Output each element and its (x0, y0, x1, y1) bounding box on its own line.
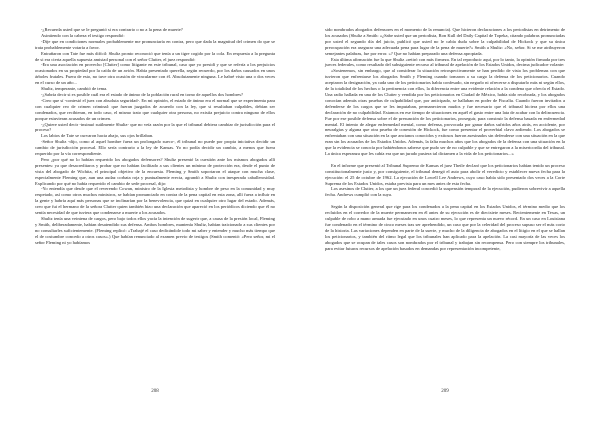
paragraph: En el informe que presentó al Tribunal Supremo de Kansas el juez Theile declaró que los peticionarios habían tenido un proceso constitucionalmente justo y, por consiguiente, el tribunal denegó el auto para abolir el veredicto y establecer nueva fecha para la ejecución: el 25 de octubre de 1962. La ejecución de Lowell Lee Andrews, cuyo caso había sido presentado dos veces a la Corte Suprema de los Estados Unidos, estaba prevista para un mes antes de esta fecha. (325, 162, 565, 186)
paragraph: Los asesinos de Clutter, a los que un juez federal concedió la suspensión temporal de la ejecución, pudieron sobrevivir a aquella fecha. Andrews cumplió con la suya. (325, 186, 565, 198)
right-page (300, 0, 600, 424)
page-number: 208 (151, 389, 159, 394)
paragraph: -Yo entendía que desde que el reverendo Cowan, ministro de la Iglesia metodista y hombre de peso en la comunidad y muy respetado, así como otros muchos ministros, se habían pronunciado en contra de la pena capital en esta zona, allí fuera a influir en la gente y habría aquí más personas que se inclinarían por la benevolencia, que quizá en cualquier otro lugar del estado. Además, creo que fui el hermano de la señora Clutter quien también hizo una declaración que apareció en los periódicos diciendo que él no sentía necesidad de que tuviera que condenarse a muerte a los acusados. (35, 186, 275, 216)
paragraph: -¿Quiere usted decir -insinuó sutilmente Shultz- que no veía razón por la que el tribunal debiera cambiar de jurisdicción para el proceso? (35, 121, 275, 133)
paragraph: Pero ¿por qué no lo habían requerido los abogados defensores? Shultz presentó la cuestión ante los mismos abogados allí presentes: ya que desacreditaros y probar que no habían facilitado a sus clientes un mínimo de protección era, desde el punto de vista del abogado de Wichita, el principal objetivo de la encuesta. Fleming y Smith soportaron el ataque con mucha clase, especialmente Fleming que, aun una audaz corbata roja y puntualmente erecta, agrandó a Shultz con inesperada caballerosidad. Explicando por qué no había requerido el cambio de sede procesal, dijo: (35, 156, 275, 186)
paragraph: Shultz, temperante, cambió de tema. (41, 86, 108, 92)
paragraph: -¿Sabría decir si es posible cuál era el estado de ánimo de la población rural en torno de aquellos dos hombres? (41, 91, 244, 97)
paragraph: Esta última afirmación fue la que Shultz «retiró con más firmeza. En tal reproducir aquí, por lo tanto, la opinión firmada por tres jueces federales, como resultado del subsiguiente recurso al tribunal de apelación de los Estados Unidos, decima judicadoe volante: (325, 56, 565, 68)
paragraph: -Señor Shultz -dijo, como al aquel hombre fuera un prolongado sueco-, él tribunal no puede por propia iniciativa decidir un cambio de jurisdicción procesal. Ello sería contrario a la ley de Kansas. Yo no podía decidir un cambio, a menos que fuera requerido por la vía correspondiente. (35, 139, 275, 157)
paragraph: «Sostenemos, sin embargo, que al considerar la situación retrospectivamente se han perdido de vista los problemas con que tuvieron que enfrentarse los abogados Smith y Fleming cuando tomaron a su cargo la defensa de los peticionarios. Cuando aceptaron la designación, ya cada uno de los peticionarios había confesado, sin negarlo ni ofrecerse a disputarlo más ni según ellos, de la totalidad de los hechos o la pertinencia con ellos, la diferencia entre una evidente relación a la condena que ofrecía el Estado. Una radio hallada en una de los Clutter y vendida por los peticionarios en Ciudad de México, había sido recobrada, y los abogados conocían además otras pruebas de culpabilidad que, por anticipado, se hallaban en poder de Fiscalía. Cuando fueron invitados a defenderse de los cargos que se les imputaban, permanecieron mudos y fue necesario que el tribunal hiciera por ellos una declaración de no culpabilidad. Estamos en ese tiempo de situaciones en aquél el gasto entre una lata de acabar con la delincuencia. Fue por ese posible defensa sobre el de presunción de los peticionarios, proseguir, para construir la defensa basada en enfermedad mental. El intento de alegar enfermedad mental, como defensa, provocada por ganar daños sufridos años atrás, en accidente, por neuralgias y alguna que otra prueba de conexión de Hickock, fue como presentar el proverbial clavo ardiendo. Los abogados se enfrentaban con una situación en la que ancianos conocidos y exitosos fueron asesinados sin defenderse con una situación en la que eran sin los acusados de los Estados Unidos. Además, la falta muchos años que los abogados de la defensa con una situación en la que la evidencia se conocía por habiéndonos saberse que pudo ser de no culpable y que se entregaron a la misericordia del tribunal. La única esperanza que les cabía era que un jurado pusiera tal dictamen a la vida de los peticionarios...» (325, 68, 565, 157)
paragraph: Asintiendo con la cabeza el testigo respondió: (41, 32, 125, 38)
paragraph: Entrañaron con Tate fue más difícil: Shultz pronto reconoció que tenía a un tigre cogido por la cola. En respuesta a la pregunta de si era cierta aquella supuesta amistad personal con el señor Clutter, el juez respondió: (35, 50, 275, 62)
paragraph: Según la disposición general que rige para los condenados a la pena capital en los Estados Unidos, el término medio que los recluidos en el corredor de la muerte permanecen en él antes de su ejecución es de diecisiete meses. Recientemente en Texas, un culpable de robo a mano armada fue ejecutado en unos cuatro meses, lo que representa un nuevo récord. En un caso en Louisiana fue condenado en el término de cinco meses tras ser aprehendido, un caso que por la celeridad del proceso supuso ser el más corto de la historia. Las variaciones dependen en parte de la suerte, y mucho de la diligencia de abogados en el litigio en el que se hallan los peticionarios, y también del ritmo legal que los tribunales han aplicado para la apelación. La casi mayoría de las veces los abogados que se ocupan de tales casos son nombrados por el tribunal y trabajan sin recompensa. Pero con siempre los tribunales, para evitar futuros recursos de apelación basados en demandas por representación incompetente, (325, 204, 565, 251)
paragraph: Los labios de Tate se curvaron hacia abajo, sus ojos brillaban. (41, 133, 154, 139)
paragraph: -Era una asociación en provecho [Clutter] como litigante en este tribunal, caso que yo presidí y que se refería a los perjuicios ocasionados en su propiedad por la caída de un avión. Había presentado querella, según recuerdo, por los daños causados en unos árboles frutales. Fuera de esto, no tuve otra ocasión de vincularme con él. Absolutamente ninguna. Le habré visto una o dos veces en el curso de un año... (35, 62, 275, 86)
paragraph: sido nombrados abogados defensores en el momento de la renuncia). Que hicieron declaraciones a los periodistas en detrimento de los acusados (Shultz a Smith: «¿Sabe usted que un periodista, Ron Kull del Daily Capital de Topeka, citando palabras pronunciadas por usted el segundo día del juicio, publicó que usted no le cabía duda sobre la culpabilidad de Hickock y que su única preocupación era asegurar una adecuada pena para lugar de la pena de muerte?» Smith a Shultz: «No, señor. Si se me atribuyeron semejantes palabras, fue por error. »? Que no habían preparado una defensa apropiada. (325, 27, 565, 56)
paragraph: -¿Recuerda usted que se le preguntó si era contrario o no a la pena de muerte? (41, 27, 183, 32)
left-page-text (35, 27, 275, 246)
page-number: 209 (441, 389, 449, 394)
paragraph: -Creo que sí -contestó el juez con absoluta seguridad-. En mi opinión, el estado de ánimo era el normal que se experimenta para con cualquier reo de crimen criminal: que fueran juzgados de acuerdo con la ley, que si resultaban culpables, debían ser condenados, que recibieran, en todo caso, el mismo trato que cualquier otra persona, no existía prejuicio contra ninguno de ellos porque estuvieran acusados de un crimen. (35, 97, 275, 121)
paragraph: -Dije que en condiciones normales probablemente me pronunciaría en contra, pero que dada la magnitud del crimen do que se trata probablemente votaría a favor. (35, 38, 275, 50)
paragraph: Shultz tenía una veintena de cargos, pero bajo todos ellos yacía la intención de sugerir que, a causa de la presión local, Fleming y Smith, deliberadamente, habían desatendido sus defensa. Ambos hombres, mantenía Shultz, habían traicionado a sus clientes por no consultarles suficientemente. (Fleming replicó: «Trabajé el caso dedicándole todo mi saber y entender y mucho más tiempo que el de costumbre concedo a otros casos».) Que habían renunciado al examen previo de testigos (Smith comentó: «Pero señor, mi el señor Fleming ni yo habíamos (35, 216, 275, 245)
right-page-text (325, 27, 565, 251)
